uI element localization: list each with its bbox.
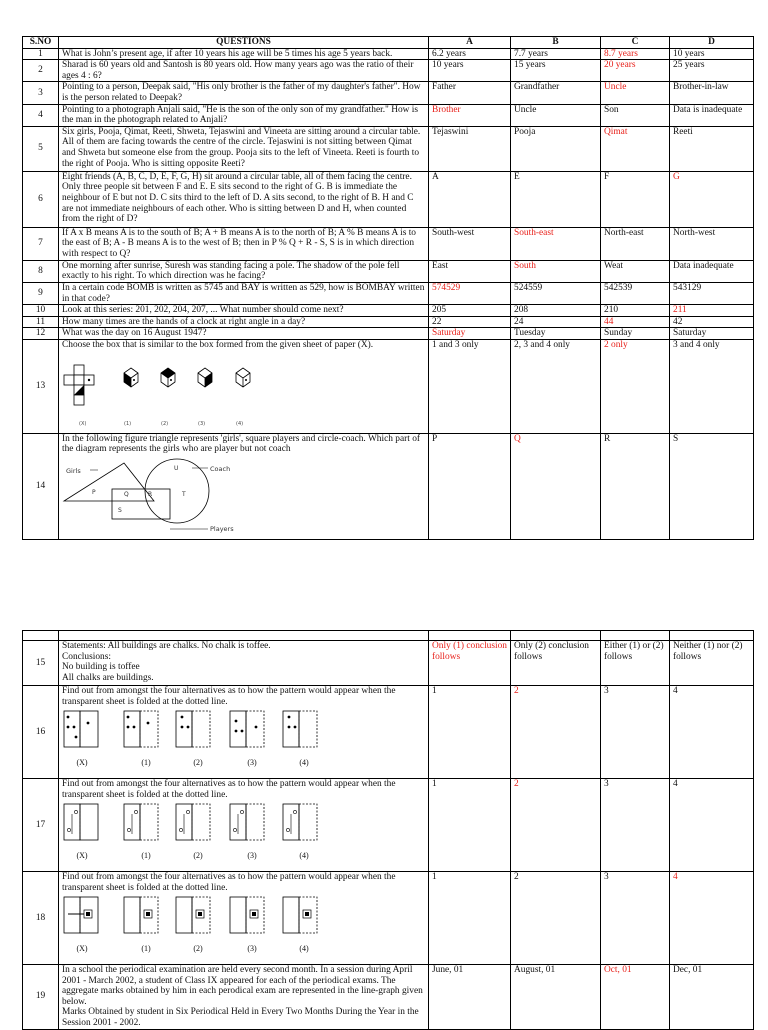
question-line: No building is toffee bbox=[62, 662, 140, 673]
option-a-correct: Only (1) conclusion follows bbox=[429, 641, 511, 686]
figure-label: (3) bbox=[247, 851, 257, 861]
table-row bbox=[23, 328, 754, 340]
row-number: 10 bbox=[23, 305, 59, 317]
question-line: Marks Obtained by student in Six Periodical Held in Every Two Months During the Year in the Session 2001 - 2002. bbox=[62, 1007, 419, 1028]
option-c: Son bbox=[601, 104, 670, 126]
option-c-correct: Uncle bbox=[601, 82, 670, 104]
question-cell bbox=[59, 433, 429, 539]
question-text: Look at this series: 201, 202, 204, 207, ... What number should come next? bbox=[62, 305, 344, 316]
table-row bbox=[23, 48, 754, 60]
cube-option-2 bbox=[161, 368, 175, 387]
fold-option-2 bbox=[176, 711, 210, 747]
figure-label: (3) bbox=[247, 944, 257, 954]
question-cell bbox=[59, 104, 429, 126]
table-row bbox=[23, 126, 754, 171]
row-number: 1 bbox=[23, 48, 59, 60]
row-number: 2 bbox=[23, 60, 59, 82]
option-d: 4 bbox=[670, 779, 754, 872]
row-number: 16 bbox=[23, 686, 59, 779]
header-b: B bbox=[511, 37, 601, 49]
table-row bbox=[23, 82, 754, 104]
option-d: Reeti bbox=[670, 126, 754, 171]
region-p: P bbox=[92, 488, 96, 496]
figure-label: (1) bbox=[141, 944, 151, 954]
question-cell bbox=[59, 305, 429, 317]
option-a: Tejaswini bbox=[429, 126, 511, 171]
fold-pattern-figure bbox=[62, 802, 332, 864]
paper-net bbox=[64, 365, 94, 405]
option-a: South-west bbox=[429, 227, 511, 260]
option-c: Either (1) or (2) follows bbox=[601, 641, 670, 686]
fold-sheet-x bbox=[64, 711, 98, 747]
fold-option-1 bbox=[124, 804, 158, 840]
option-a: P bbox=[429, 433, 511, 539]
figure-label: (4) bbox=[299, 851, 309, 861]
question-text: Sharad is 60 years old and Santosh is 80 years old. How many years ago was the ratio of their ages 4 : 6? bbox=[62, 60, 414, 81]
question-table-1 bbox=[22, 36, 754, 540]
option-a: June, 01 bbox=[429, 965, 511, 1030]
option-b-correct: South-east bbox=[511, 227, 601, 260]
table-row bbox=[23, 104, 754, 126]
question-cell bbox=[59, 60, 429, 82]
option-d: Neither (1) nor (2) follows bbox=[670, 641, 754, 686]
fold-option-4 bbox=[283, 804, 317, 840]
row-number: 19 bbox=[23, 965, 59, 1030]
option-c: 3 bbox=[601, 779, 670, 872]
question-table-2 bbox=[22, 630, 754, 1030]
header-c: C bbox=[601, 37, 670, 49]
row-number: 13 bbox=[23, 339, 59, 433]
option-a: 1 and 3 only bbox=[429, 339, 511, 433]
region-q: Q bbox=[124, 490, 129, 498]
option-d: 543129 bbox=[670, 282, 754, 304]
row-number: 8 bbox=[23, 260, 59, 282]
option-d: 3 and 4 only bbox=[670, 339, 754, 433]
fold-option-3 bbox=[230, 897, 264, 933]
cube-options-figure bbox=[62, 353, 312, 433]
region-s: S bbox=[118, 506, 122, 514]
question-cell bbox=[59, 339, 429, 433]
row-number: 15 bbox=[23, 641, 59, 686]
table-row bbox=[23, 339, 754, 433]
option-d: North-west bbox=[670, 227, 754, 260]
option-b: E bbox=[511, 171, 601, 227]
table-row bbox=[23, 305, 754, 317]
option-a: 1 bbox=[429, 872, 511, 965]
fold-sheet-x bbox=[64, 897, 98, 933]
option-a: 22 bbox=[429, 316, 511, 328]
option-a: Father bbox=[429, 82, 511, 104]
option-a-correct: Brother bbox=[429, 104, 511, 126]
question-text: Pointing to a person, Deepak said, "His only brother is the father of my daughter's father". How is the person related to Deepak? bbox=[62, 82, 421, 103]
option-c: R bbox=[601, 433, 670, 539]
table-row bbox=[23, 641, 754, 686]
option-b: Uncle bbox=[511, 104, 601, 126]
figure-label: (2) bbox=[161, 420, 169, 427]
row-number: 14 bbox=[23, 433, 59, 539]
figure-label: (2) bbox=[193, 944, 203, 954]
figure-label: (1) bbox=[141, 851, 151, 861]
table-row bbox=[23, 316, 754, 328]
figure-label: (X) bbox=[76, 944, 88, 954]
fold-sheet-x bbox=[64, 804, 98, 840]
option-b: August, 01 bbox=[511, 965, 601, 1030]
option-b: 2, 3 and 4 only bbox=[511, 339, 601, 433]
option-d-correct: 211 bbox=[670, 305, 754, 317]
fold-option-2 bbox=[176, 804, 210, 840]
question-text: In the following figure triangle represents 'girls', square players and circle-coach. Which part of the diagram represents the girls who are player but not coach bbox=[62, 433, 421, 455]
option-b-correct: 2 bbox=[511, 686, 601, 779]
cube-option-1 bbox=[124, 368, 138, 387]
option-c: 3 bbox=[601, 686, 670, 779]
row-number: 11 bbox=[23, 316, 59, 328]
option-d: 10 years bbox=[670, 48, 754, 60]
question-text: Find out from amongst the four alternatives as to how the pattern would appear when the transparent sheet is folded at the dotted line. bbox=[62, 686, 396, 707]
fold-option-2 bbox=[176, 897, 210, 933]
region-r: R bbox=[148, 490, 153, 498]
fold-option-3 bbox=[230, 711, 264, 747]
question-rows-1 bbox=[23, 48, 754, 539]
option-c-correct: 20 years bbox=[601, 60, 670, 82]
option-b: 2 bbox=[511, 872, 601, 965]
option-a: 6.2 years bbox=[429, 48, 511, 60]
header-sno: S.NO bbox=[23, 37, 59, 49]
option-c: Sunday bbox=[601, 328, 670, 340]
figure-label: (1) bbox=[124, 420, 132, 427]
figure-label: (4) bbox=[236, 420, 244, 427]
table-row bbox=[23, 779, 754, 872]
option-a: 1 bbox=[429, 686, 511, 779]
question-line: Conclusions: bbox=[62, 651, 111, 662]
question-cell bbox=[59, 872, 429, 965]
cube-option-4 bbox=[236, 368, 250, 387]
figure-label: (1) bbox=[141, 758, 151, 768]
question-text: Six girls, Pooja, Qimat, Reeti, Shweta, Tejaswini and Vineeta are sitting around a circular table. All of them are facing towards the centre of the circle. Tejaswini is not sitting between Qimat and Shweta but someone else from the group. Pooja sits to the left of Vineeta. Reeti is fourth to the right of Pooja. Who is sitting opposite Reeti? bbox=[62, 126, 421, 169]
row-number: 9 bbox=[23, 282, 59, 304]
question-line: Statements: All buildings are chalks. No chalk is toffee. bbox=[62, 641, 271, 651]
option-b: Only (2) conclusion follows bbox=[511, 641, 601, 686]
table-row bbox=[23, 227, 754, 260]
row-number: 12 bbox=[23, 328, 59, 340]
table-row bbox=[23, 260, 754, 282]
row-number: 17 bbox=[23, 779, 59, 872]
option-b: Pooja bbox=[511, 126, 601, 171]
girls-label: Girls bbox=[66, 466, 81, 475]
header-questions: QUESTIONS bbox=[59, 37, 429, 49]
option-c-correct: Oct, 01 bbox=[601, 965, 670, 1030]
row-number: 3 bbox=[23, 82, 59, 104]
question-line: In a school the periodical examination are held every second month. In a session during April 2001 - March 2002, a student of Class IX appeared for each of the periodical exams. The aggregate marks obtained by him in each perodical exam are represented in the line-graph given below. bbox=[62, 965, 423, 1007]
option-c-correct: Qimat bbox=[601, 126, 670, 171]
option-d: S bbox=[670, 433, 754, 539]
option-b-correct: 2 bbox=[511, 779, 601, 872]
table-row bbox=[23, 433, 754, 539]
option-b: 24 bbox=[511, 316, 601, 328]
row-number: 6 bbox=[23, 171, 59, 227]
coach-label: Coach bbox=[210, 464, 231, 473]
question-text: Find out from amongst the four alternatives as to how the pattern would appear when the transparent sheet is folded at the dotted line. bbox=[62, 872, 396, 893]
row-number: 7 bbox=[23, 227, 59, 260]
fold-pattern-figure bbox=[62, 895, 332, 957]
option-a: East bbox=[429, 260, 511, 282]
question-text: If A x B means A is to the south of B; A + B means A is to the north of B; A % B means A is to the east of B; A - B means A is to the west of B; then in P % Q + R - S, S is in which direction with respect to Q? bbox=[62, 227, 416, 259]
option-d: 4 bbox=[670, 686, 754, 779]
option-d: Saturday bbox=[670, 328, 754, 340]
question-text: Pointing to a photograph Anjali said, "He is the son of the only son of my grandfather." How is the man in the photograph related to Anjali? bbox=[62, 104, 419, 126]
option-b: 524559 bbox=[511, 282, 601, 304]
option-d: Brother-in-law bbox=[670, 82, 754, 104]
question-text: Choose the box that is similar to the box formed from the given sheet of paper (X). bbox=[62, 339, 374, 350]
option-c-correct: 44 bbox=[601, 316, 670, 328]
option-d: 42 bbox=[670, 316, 754, 328]
question-cell bbox=[59, 641, 429, 686]
question-text: One morning after sunrise, Suresh was standing facing a pole. The shadow of the pole fell exactly to his right. To which direction was he facing? bbox=[62, 260, 400, 282]
question-cell bbox=[59, 227, 429, 260]
question-cell bbox=[59, 48, 429, 60]
question-text: What was the day on 16 August 1947? bbox=[62, 328, 207, 339]
figure-label: (2) bbox=[193, 758, 203, 768]
fold-option-4 bbox=[283, 897, 317, 933]
option-c: Weat bbox=[601, 260, 670, 282]
question-text: What is John’s present age, if after 10 years his age will be 5 times his age 5 years back. bbox=[62, 48, 393, 59]
question-cell bbox=[59, 282, 429, 304]
table-row bbox=[23, 686, 754, 779]
row-number: 5 bbox=[23, 126, 59, 171]
question-cell bbox=[59, 82, 429, 104]
option-b: 15 years bbox=[511, 60, 601, 82]
option-c: 3 bbox=[601, 872, 670, 965]
option-a-correct: Saturday bbox=[429, 328, 511, 340]
option-d-correct: 4 bbox=[670, 872, 754, 965]
option-d-correct: G bbox=[670, 171, 754, 227]
question-cell bbox=[59, 965, 429, 1030]
row-number: 4 bbox=[23, 104, 59, 126]
option-c: 210 bbox=[601, 305, 670, 317]
question-cell bbox=[59, 328, 429, 340]
option-a: 205 bbox=[429, 305, 511, 317]
question-text: Find out from amongst the four alternatives as to how the pattern would appear when the transparent sheet is folded at the dotted line. bbox=[62, 779, 396, 800]
figure-label: (3) bbox=[247, 758, 257, 768]
option-d: 25 years bbox=[670, 60, 754, 82]
table-row bbox=[23, 872, 754, 965]
figure-label: (X) bbox=[76, 851, 88, 861]
cube-option-3 bbox=[198, 368, 212, 387]
fold-option-1 bbox=[124, 897, 158, 933]
region-u: U bbox=[174, 464, 179, 472]
question-cell bbox=[59, 779, 429, 872]
region-t: T bbox=[182, 490, 186, 498]
empty-header-row bbox=[23, 631, 754, 641]
fold-option-4 bbox=[283, 711, 317, 747]
header-a: A bbox=[429, 37, 511, 49]
fold-pattern-figure bbox=[62, 709, 332, 771]
row-number: 18 bbox=[23, 872, 59, 965]
players-label: Players bbox=[210, 524, 234, 533]
option-b: Grandfather bbox=[511, 82, 601, 104]
question-rows-2 bbox=[23, 641, 754, 1030]
question-text: How many times are the hands of a clock at right angle in a day? bbox=[62, 316, 306, 327]
option-b: Tuesday bbox=[511, 328, 601, 340]
figure-label: (X) bbox=[76, 758, 88, 768]
fold-option-3 bbox=[230, 804, 264, 840]
option-a-correct: 574529 bbox=[429, 282, 511, 304]
figure-label: (4) bbox=[299, 758, 309, 768]
fold-option-1 bbox=[124, 711, 158, 747]
option-c: 542539 bbox=[601, 282, 670, 304]
option-c-correct: 8.7 years bbox=[601, 48, 670, 60]
option-d: Data inadequate bbox=[670, 260, 754, 282]
table-row bbox=[23, 171, 754, 227]
question-text: In a certain code BOMB is written as 5745 and BAY is written as 529, how is BOMBAY written in that code? bbox=[62, 282, 425, 304]
option-c-correct: 2 only bbox=[601, 339, 670, 433]
table-row bbox=[23, 965, 754, 1030]
header-d: D bbox=[670, 37, 754, 49]
table-row bbox=[23, 60, 754, 82]
question-text: Eight friends (A, B, C, D, E, F, G, H) sit around a circular table, all of them facing the centre. Only three people sit between F and E. E sits second to the right of G. B is immediate the neighbour of E but not D. C sits third to the left of D. A sits second, to the right of B. H and C are not immediate neighbours of each other. Who is sitting between D and H, when counted from the right of D? bbox=[62, 171, 414, 225]
option-a: 10 years bbox=[429, 60, 511, 82]
option-b: 7.7 years bbox=[511, 48, 601, 60]
option-d: Data is inadequate bbox=[670, 104, 754, 126]
question-line: All chalks are buildings. bbox=[62, 672, 154, 683]
table-row bbox=[23, 282, 754, 304]
figure-label: (2) bbox=[193, 851, 203, 861]
question-cell bbox=[59, 260, 429, 282]
question-cell bbox=[59, 316, 429, 328]
option-d: Dec, 01 bbox=[670, 965, 754, 1030]
figure-label: (X) bbox=[79, 420, 87, 427]
option-b: 208 bbox=[511, 305, 601, 317]
option-a: A bbox=[429, 171, 511, 227]
figure-label: (3) bbox=[198, 420, 206, 427]
option-a: 1 bbox=[429, 779, 511, 872]
question-cell bbox=[59, 171, 429, 227]
option-b-correct: South bbox=[511, 260, 601, 282]
venn-diagram bbox=[62, 457, 282, 535]
question-cell bbox=[59, 686, 429, 779]
option-c: F bbox=[601, 171, 670, 227]
question-cell bbox=[59, 126, 429, 171]
option-b-correct: Q bbox=[511, 433, 601, 539]
option-c: North-east bbox=[601, 227, 670, 260]
figure-label: (4) bbox=[299, 944, 309, 954]
table-header bbox=[23, 37, 754, 49]
